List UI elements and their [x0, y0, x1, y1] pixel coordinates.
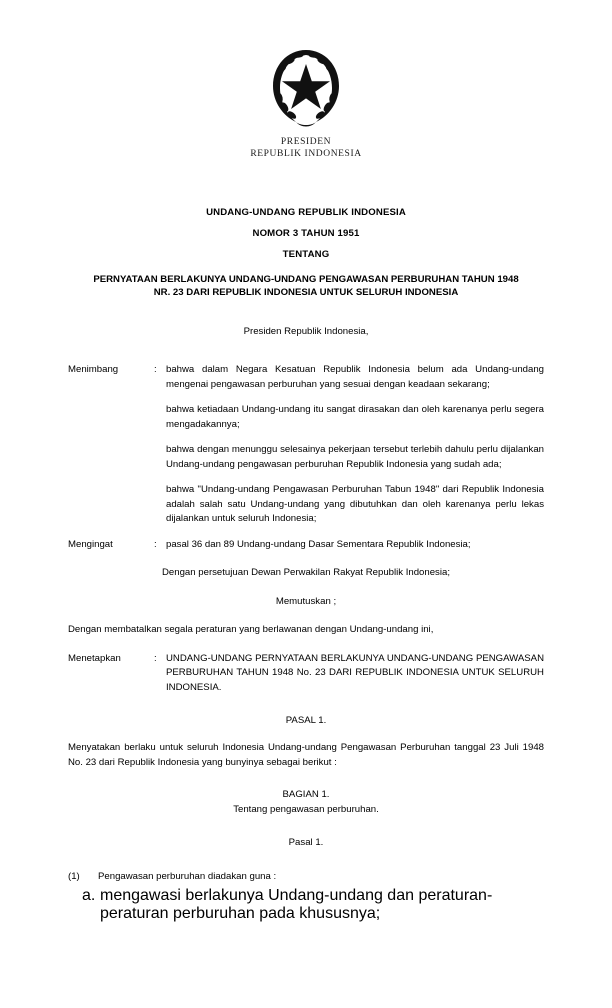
clause-mengingat-colon: :: [154, 538, 157, 550]
emblem-caption-line1: PRESIDEN: [280, 137, 332, 147]
bagian-block: [68, 788, 544, 817]
bagian-heading: BAGIAN 1.: [282, 789, 330, 800]
clause-menimbang-label: Menimbang: [68, 364, 119, 375]
clause-mengingat: [68, 538, 544, 553]
clause-mengingat-p1: pasal 36 dan 89 Undang-undang Dasar Sementara Republik Indonesia;: [166, 538, 471, 550]
clause-menimbang-p3: bahwa dengan menunggu selesainya pekerjaan tersebut terlebih dahulu perlu dijalankan Undang-undang pengawasan perburuhan Republik Indonesia yang sudah ada;: [166, 444, 544, 470]
revoke-line: Dengan membatalkan segala peraturan yang berlawanan dengan Undang-undang ini,: [68, 624, 434, 635]
list-item-marker: (1): [68, 871, 80, 882]
numbered-list: [68, 870, 544, 923]
emblem-caption: [68, 136, 544, 160]
title-subject-line-2: NR. 23 DARI REPUBLIK INDONESIA UNTUK SELURUH INDONESIA: [153, 287, 459, 298]
clause-menimbang-p2: bahwa ketiadaan Undang-undang itu sangat dirasakan dan oleh karenanya perlu segera mengadakannya;: [166, 404, 544, 430]
title-line-2: NOMOR 3 TAHUN 1951: [252, 228, 360, 239]
clause-menetapkan-label: Menetapkan: [68, 652, 121, 664]
clause-menimbang-p1: bahwa dalam Negara Kesatuan Republik Indonesia belum ada Undang-undang mengenai pengawasan perburuhan yang sesuai dengan keadaan sekarang;: [166, 364, 544, 390]
pasal-1-sub-heading: Pasal 1.: [288, 837, 324, 848]
clause-menimbang-colon: :: [154, 364, 157, 375]
clause-menetapkan-colon: :: [154, 652, 157, 664]
document-title-block: [68, 202, 544, 299]
clause-mengingat-text: [166, 538, 544, 553]
list-item: [68, 870, 544, 885]
list-subitem-marker: a.: [82, 886, 96, 904]
clauses-section: [68, 363, 544, 552]
clause-menimbang-p4: bahwa "Undang-undang Pengawasan Perburuhan Tabun 1948" dari Republik Indonesia adalah salah satu Undang-undang yang dibutuhkan dan oleh karenanya perlu lekas dijalankan untuk seluruh Indonesia;: [166, 484, 544, 524]
list-subitem-text: mengawasi berlakunya Undang-undang dan peraturan-peraturan perburuhan pada khususnya;: [100, 886, 493, 922]
title-line-3: TENTANG: [282, 249, 330, 260]
clause-menimbang-text: [166, 363, 544, 527]
clause-menetapkan: [68, 652, 544, 696]
decide-line: Memutuskan ;: [275, 595, 337, 607]
pasal-1-heading: PASAL 1.: [285, 715, 327, 726]
list-subitem: [68, 887, 544, 923]
clause-menetapkan-text: UNDANG-UNDANG PERNYATAAN BERLAKUNYA UNDANG-UNDANG PENGAWASAN PERBURUHAN TAHUN 1948 No. 23 DARI REPUBLIK INDONESIA UNTUK SELURUH INDONESIA.: [166, 652, 544, 693]
bagian-subtitle: Tentang pengawasan perburuhan.: [233, 803, 379, 815]
emblem-caption-line2: REPUBLIK INDONESIA: [250, 149, 362, 159]
clause-mengingat-label: Mengingat: [68, 538, 113, 550]
list-item-text: Pengawasan perburuhan diadakan guna :: [98, 871, 277, 882]
title-subject-line-1: PERNYATAAN BERLAKUNYA UNDANG-UNDANG PENGAWASAN PERBURUHAN TAHUN 1948: [93, 274, 519, 285]
emblem-block: [68, 44, 544, 160]
title-line-1: UNDANG-UNDANG REPUBLIK INDONESIA: [206, 207, 406, 218]
agreement-line: Dengan persetujuan Dewan Perwakilan Rakyat Republik Indonesia;: [162, 567, 450, 578]
pasal-1-body: Menyatakan berlaku untuk seluruh Indonesia Undang-undang Pengawasan Perburuhan tanggal 23 Juli 1948 No. 23 dari Republik Indonesia yang bunyinya sebagai berikut :: [68, 742, 544, 768]
clause-menimbang: [68, 363, 544, 527]
garuda-star-wreath-icon: [263, 44, 349, 130]
president-line: Presiden Republik Indonesia,: [243, 326, 369, 337]
